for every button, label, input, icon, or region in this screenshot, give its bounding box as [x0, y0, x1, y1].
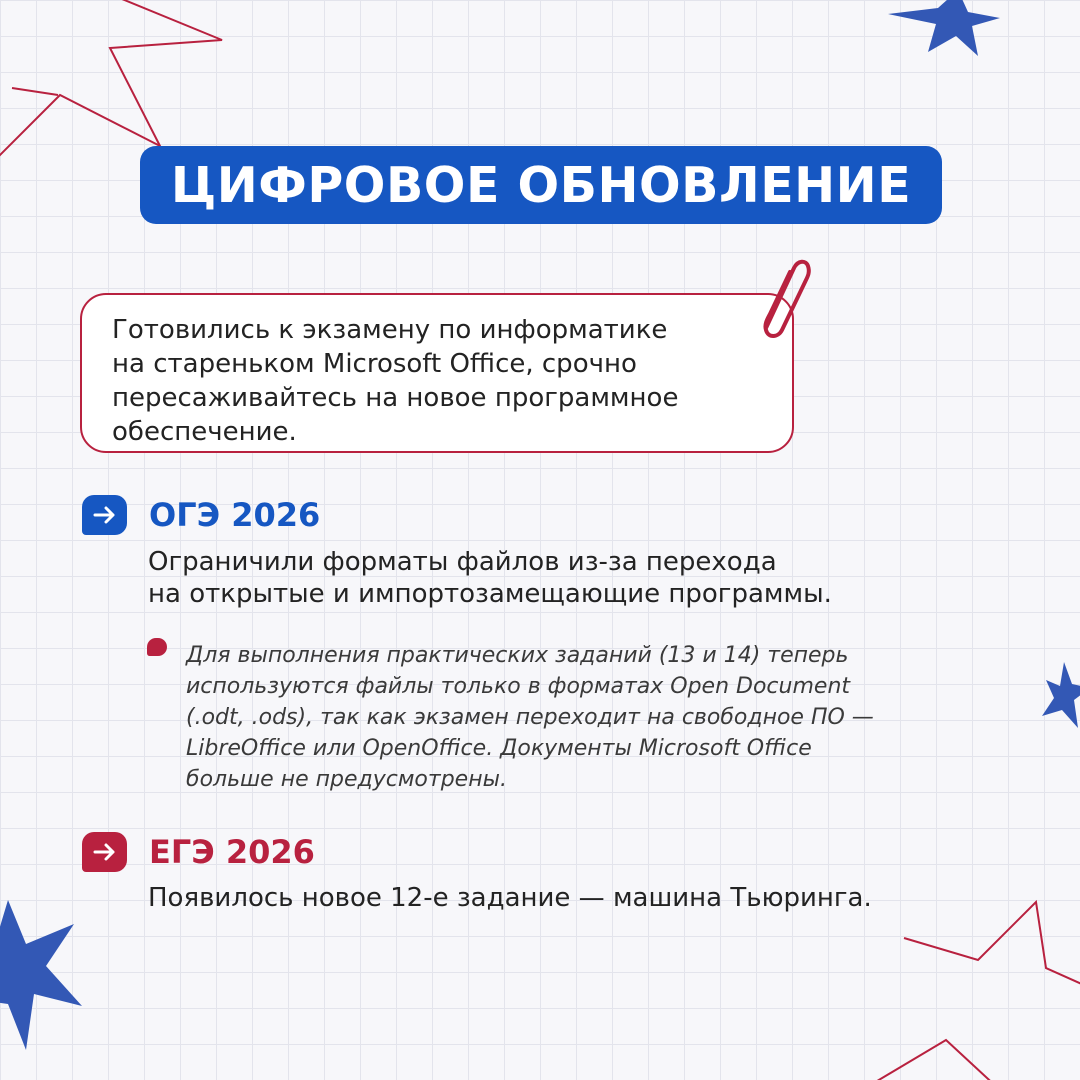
star-icon: [888, 0, 1000, 56]
section-oge-text: Ограничили форматы файлов из-за перехода на открытые и импортозамещающие программы.: [148, 547, 832, 609]
bullet-dot-icon: [147, 638, 167, 656]
intro-box: [80, 293, 794, 453]
intro-text: Готовились к экзамену по информатике на старeньком Microsoft Office, срочно пересаживайтесь на новое программное обеспечение.: [112, 315, 679, 447]
section-ege-header: [82, 832, 315, 872]
star-outline-icon: [904, 902, 1080, 990]
paperclip-icon: [744, 250, 816, 350]
section-oge-title: ОГЭ 2026: [149, 496, 321, 534]
section-ege-text: Появилось новое 12-е задание — машина Тьюринга.: [148, 883, 872, 913]
arrow-right-icon: [82, 832, 127, 872]
title-banner: [140, 146, 942, 224]
section-oge-header: [82, 495, 320, 535]
star-icon: [0, 900, 82, 1050]
page-title: ЦИФРОВОЕ ОБНОВЛЕНИЕ: [170, 156, 912, 214]
section-ege-title: ЕГЭ 2026: [149, 833, 315, 871]
arrow-right-icon: [82, 495, 127, 535]
star-outline-icon: [0, 0, 222, 165]
section-oge-note: Для выполнения практических заданий (13 и 14) теперь используются файлы только в форматах Open Document (.odt, .ods), так как экзамен переходит на свободное ПО — LibreOffice или OpenOffice. Документы Microsoft Office больше не предусмотрены.: [186, 643, 874, 792]
star-icon: [1042, 662, 1080, 728]
